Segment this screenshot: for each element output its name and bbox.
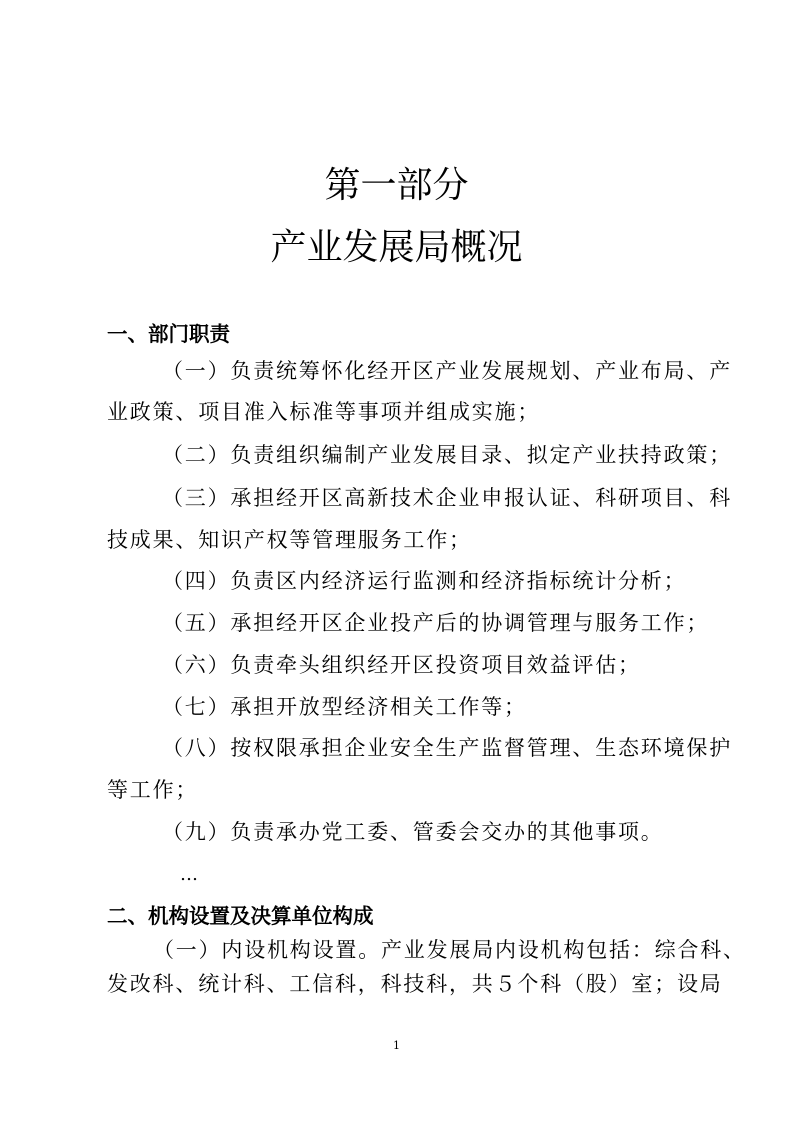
duty-line-9: （七）承担开放型经济相关工作等； (162, 695, 527, 719)
duty-line-3: （二）负责组织编制产业发展目录、拟定产业扶持政策； (162, 443, 732, 467)
duty-line-1: （一）负责统筹怀化经开区产业发展规划、产业布局、产 (162, 359, 732, 383)
section-heading-duties: 一、部门职责 (107, 322, 230, 346)
duty-line-10: （八）按权限承担企业安全生产监督管理、生态环境保护 (162, 736, 732, 760)
duty-line-2: 业政策、项目准入标准等事项并组成实施； (107, 400, 541, 424)
duty-line-12: （九）负责承办党工委、管委会交办的其他事项。 (162, 820, 664, 844)
duty-line-7: （五）承担经开区企业投产后的协调管理与服务工作； (162, 611, 710, 635)
duty-line-5: 技成果、知识产权等管理服务工作； (107, 528, 472, 552)
page-number: 1 (393, 1039, 400, 1052)
structure-line-1: （一）内设机构设置。产业发展局内设机构包括：综合科、 (153, 938, 746, 962)
document-title: 第一部分 (324, 165, 469, 206)
section-heading-structure: 二、机构设置及决算单位构成 (107, 904, 374, 928)
duty-line-8: （六）负责牵头组织经开区投资项目效益评估； (162, 653, 641, 677)
structure-line-2: 发改科、统计科、工信科，科技科，共５个科（股）室；设局 (107, 972, 723, 996)
ellipsis: … (180, 864, 198, 885)
document-subtitle: 产业发展局概况 (270, 227, 523, 268)
duty-line-4: （三）承担经开区高新技术企业申报认证、科研项目、科 (162, 486, 732, 510)
duty-line-6: （四）负责区内经济运行监测和经济指标统计分析； (162, 569, 687, 593)
duty-line-11: 等工作； (107, 778, 199, 802)
